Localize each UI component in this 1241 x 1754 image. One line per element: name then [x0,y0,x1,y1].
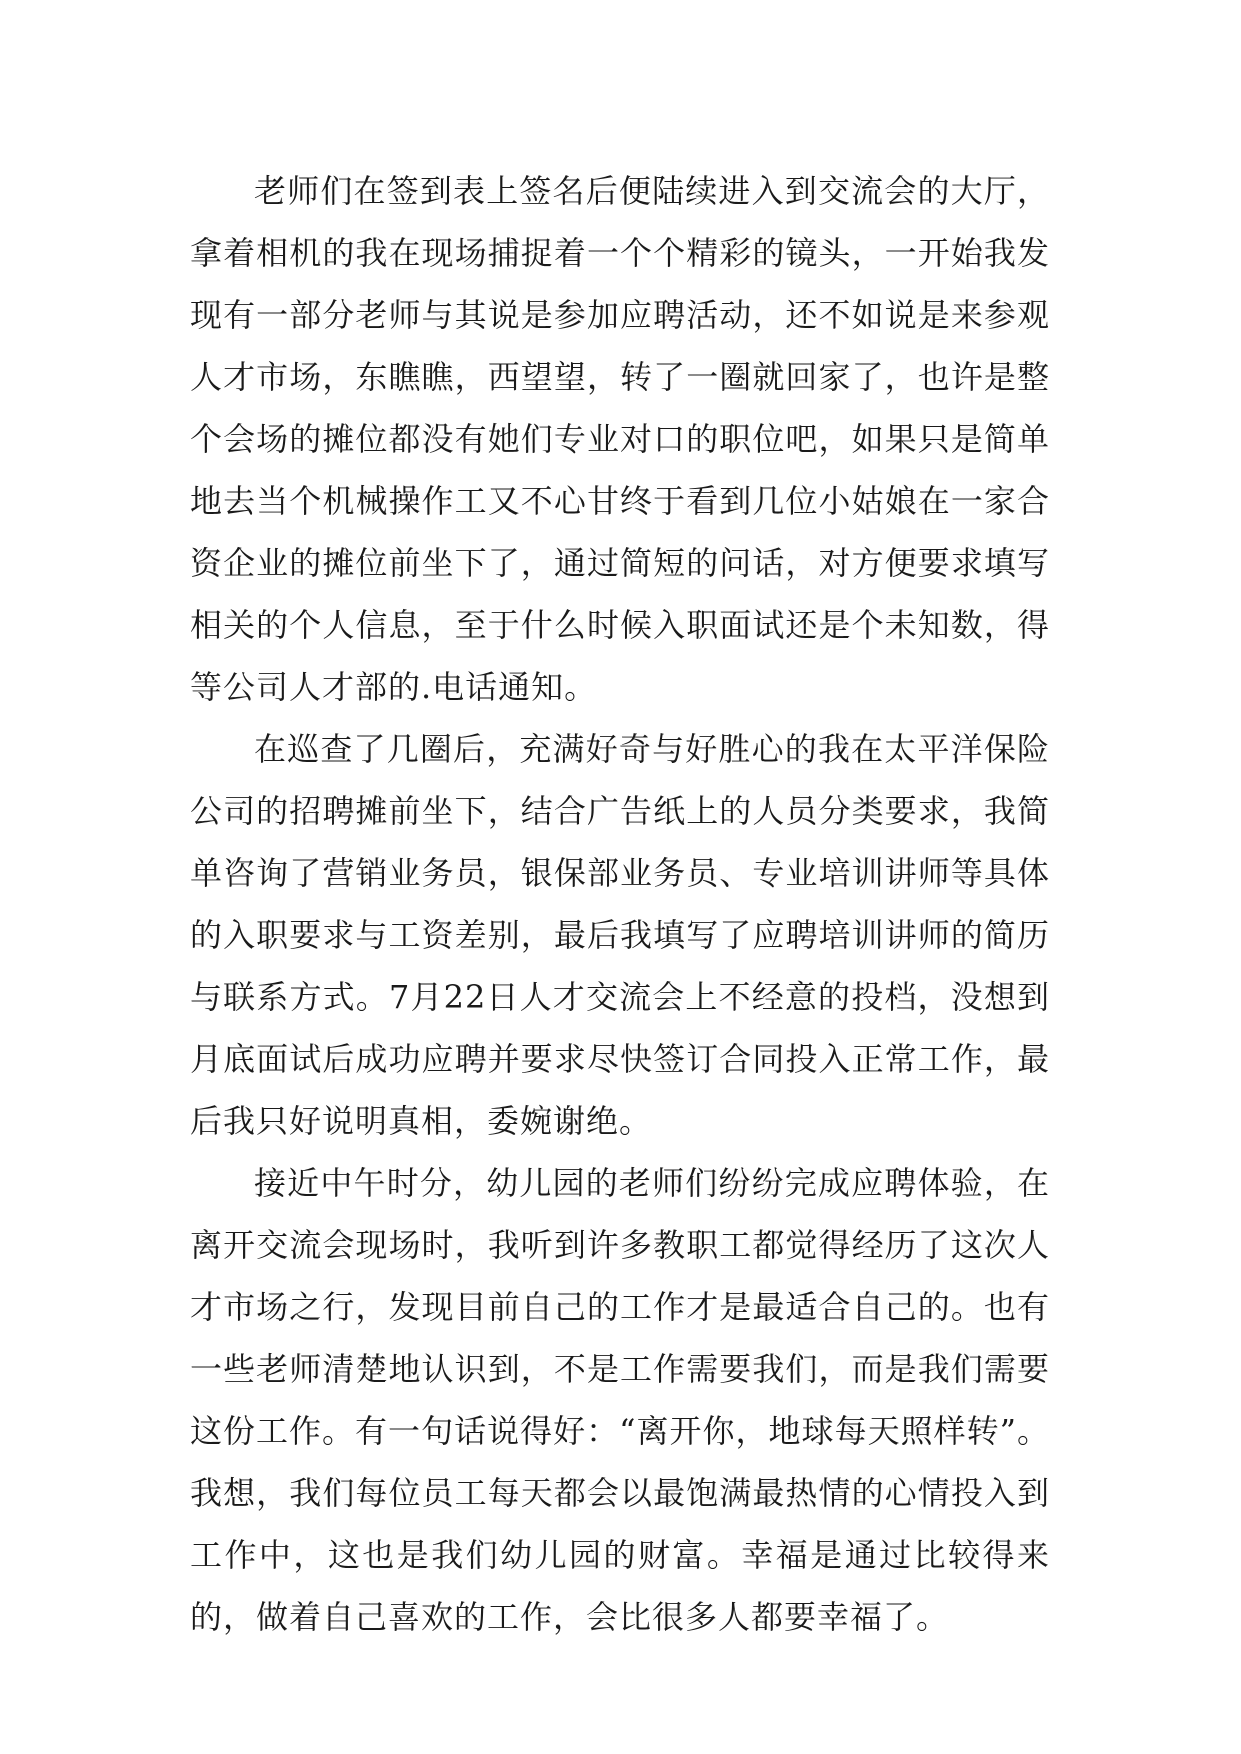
paragraph-2: 在巡查了几圈后，充满好奇与好胜心的我在太平洋保险公司的招聘摊前坐下，结合广告纸上的人员分类要求，我简单咨询了营销业务员，银保部业务员、专业培训讲师等具体的入职要求与工资差别，最后我填写了应聘培训讲师的简历与联系方式。7月22日人才交流会上不经意的投档，没想到月底面试后成功应聘并要求尽快签订合同投入正常工作，最后我只好说明真相，委婉谢绝。 [190,730,1050,1140]
paragraph-3: 接近中午时分，幼儿园的老师们纷纷完成应聘体验，在离开交流会现场时，我听到许多教职工都觉得经历了这次人才市场之行，发现目前自己的工作才是最适合自己的。也有一些老师清楚地认识到，不是工作需要我们，而是我们需要这份工作。有一句话说得好：“离开你，地球每天照样转”。我想，我们每位员工每天都会以最饱满最热情的心情投入到工作中，这也是我们幼儿园的财富。幸福是通过比较得来的，做着自己喜欢的工作，会比很多人都要幸福了。 [190,1164,1050,1636]
paragraph-1: 老师们在签到表上签名后便陆续进入到交流会的大厅，拿着相机的我在现场捕捉着一个个精彩的镜头，一开始我发现有一部分老师与其说是参加应聘活动，还不如说是来参观人才市场，东瞧瞧，西望望，转了一圈就回家了，也许是整个会场的摊位都没有她们专业对口的职位吧，如果只是简单地去当个机械操作工又不心甘终于看到几位小姑娘在一家合资企业的摊位前坐下了，通过简短的问话，对方便要求填写相关的个人信息，至于什么时候入职面试还是个未知数，得等公司人才部的.电话通知。 [190,172,1050,706]
document-body [190,160,1050,1648]
